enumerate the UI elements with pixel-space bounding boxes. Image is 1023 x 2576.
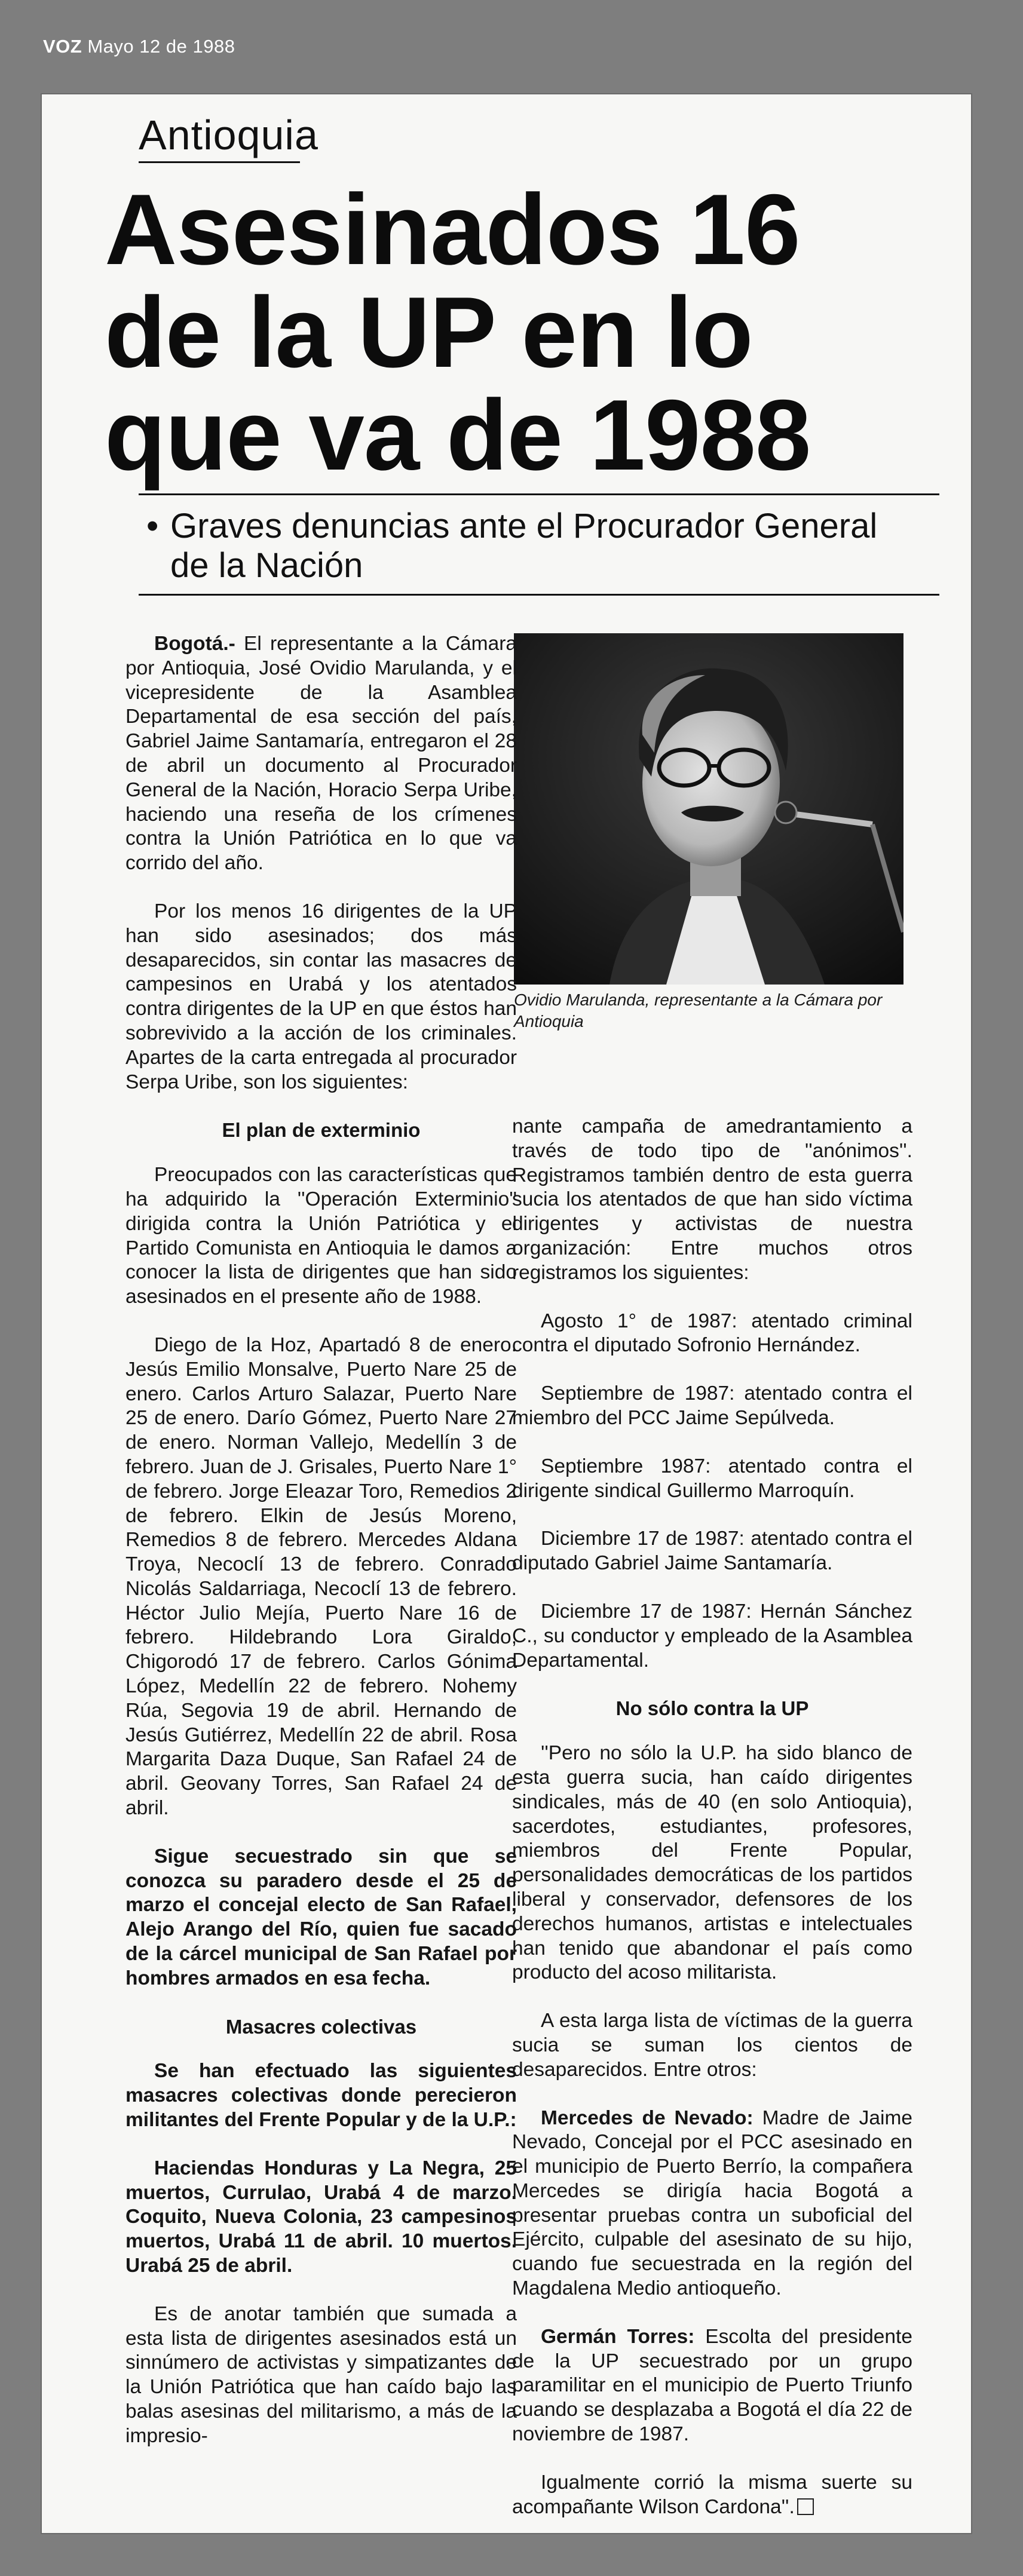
man-portrait-icon (514, 633, 903, 985)
paragraph: A esta larga lista de víctimas de la guerra sucia se suman los cientos de desaparecidos. Entre otros: (512, 2010, 912, 2081)
subheading: El plan de exterminio (222, 1119, 421, 1142)
paragraph: Septiembre de 1987: atentado contra el miembro del PCC Jaime Sepúlveda. (512, 1382, 912, 1429)
photo-caption: Ovidio Marulanda, representante a la Cámara por Antioquia (514, 990, 883, 1031)
paragraph: ''Pero no sólo la U.P. ha sido blanco de esta guerra sucia, han caído dirigentes sindicales, más de 40 (en solo Antioquia), sacerdotes, estudiantes, profesores, miembros del Frente Popular, personalidades democráticas de los partidos liberal y conservador, defensores de los derechos humanos, artistas e intelectuales han tenido que abandonar el país como producto del acoso militarista. (512, 1742, 912, 1984)
source-line (43, 36, 235, 57)
paragraph: Haciendas Honduras y La Negra, 25 muertos, Currulao, Urabá 4 de marzo. Coquito, Nueva Colonia, 23 campesinos muertos, Urabá 11 de abril. 10 muertos. Urabá 25 de abril. (125, 2157, 517, 2277)
subheading: Masacres colectivas (225, 2015, 417, 2038)
headline-line-3: que va de 1988 (105, 379, 811, 491)
portrait-photo (514, 633, 903, 985)
paragraph: Sigue secuestrado sin que se conozca su paradero desde el 25 de marzo el concejal electo de San Rafael, Alejo Arango del Río, quien fue sacado de la cárcel municipal de San Rafael por hombres armados en esa fecha. (125, 1845, 517, 1989)
paragraph: Se han efectuado las siguientes masacres colectivas donde perecieron militantes del Frente Popular y de la U.P.: (125, 2060, 517, 2132)
deck-rule-bottom (139, 594, 939, 596)
deck-rule-top (139, 493, 939, 495)
paragraph: Diciembre 17 de 1987: atentado contra el diputado Gabriel Jaime Santamaría. (512, 1528, 912, 1575)
paragraph: Diciembre 17 de 1987: Hernán Sánchez C., su conductor y empleado de la Asamblea Departamental. (512, 1600, 912, 1672)
publication-date: Mayo 12 de 1988 (87, 36, 235, 57)
paragraph: Germán Torres: Escolta del presidente de la UP secuestrado por un grupo paramilitar en el municipio de Puerto Triunfo cuando se desplazaba a Bogotá el día 22 de noviembre de 1987. (512, 2325, 912, 2446)
headline (105, 173, 811, 491)
article-column-1 (125, 632, 517, 2473)
name-lead: Germán Torres: (541, 2325, 695, 2348)
paragraph: Bogotá.- El representante a la Cámara por Antioquia, José Ovidio Marulanda, y el vicepresidente de la Asamblea Departamental de esa sección del país, Gabriel Jaime Santamaría, entregaron el 28 de abril un documento al Procurador General de la Nación, Horacio Serpa Uribe, haciendo una reseña de los crímenes contra la Unión Patriótica en lo que va corrido del año. (125, 633, 517, 875)
name-lead: Mercedes de Nevado: (541, 2106, 754, 2129)
end-mark-icon (797, 2498, 814, 2515)
deck-line-1: Graves denuncias ante el Procurador General (170, 507, 878, 545)
subheading: No sólo contra la UP (615, 1697, 809, 1720)
paragraph: Septiembre 1987: atentado contra el dirigente sindical Guillermo Marroquín. (512, 1455, 912, 1502)
bullet-icon: • (146, 507, 159, 545)
section-underline (139, 161, 300, 163)
paragraph: Diego de la Hoz, Apartadó 8 de enero. Jesús Emilio Monsalve, Puerto Nare 25 de enero. Carlos Arturo Salazar, Puerto Nare 25 de enero. Darío Gómez, Puerto Nare 27 de enero. Norman Vallejo, Medellín 3 de febrero. Juan de J. Grisales, Puerto Nare 1° de febrero. Jorge Eleazar Toro, Remedios 2 de febrero. Elkin de Jesús Moreno, Remedios 8 de febrero. Mercedes Aldana Troya, Necoclí 13 de febrero. Conrado Nicolás Saldarriaga, Necoclí 13 de febrero. Héctor Julio Mejía, Puerto Nare 16 de febrero. Hildebrando Lora Giraldo, Chigorodó 17 de febrero. Carlos Gónima López, Medellín 22 de febrero. Nohemy Rúa, Segovia 19 de abril. Hernando de Jesús Gutiérrez, Medellín 22 de abril. Rosa Margarita Daza Duque, San Rafael 24 de abril. Geovany Torres, San Rafael 24 de abril. (125, 1333, 517, 1820)
dateline: Bogotá.- (154, 633, 235, 655)
deck-line-2: de la Nación (170, 546, 363, 585)
section-label: Antioquia (139, 112, 318, 158)
deck (146, 507, 877, 585)
paragraph: Por los menos 16 dirigentes de la UP han sido asesinados; dos más desaparecidos, sin contar las masacres de campesinos en Urabá y los atentados contra dirigentes de la UP en que éstos han sobrevivido a la acción de los criminales. Apartes de la carta entregada al procurador Serpa Uribe, son los siguientes: (125, 900, 517, 1093)
headline-line-1: Asesinados 16 (105, 173, 800, 286)
paragraph: Preocupados con las características que ha adquirido la ''Operación Exterminio'' dirigida contra la Unión Patriótica y el Partido Comunista en Antioquia le damos a conocer la lista de dirigentes que han sido asesinados en el presente año de 1988. (125, 1164, 517, 1308)
headline-line-2: de la UP en lo (105, 276, 753, 388)
paragraph: nante campaña de amedrantamiento a través de todo tipo de ''anónimos''. Registramos también dentro de esta guerra sucia los atentados de que han sido víctima dirigentes y activistas de nuestra organización: Entre muchos otros registramos los siguientes: (512, 1115, 912, 1284)
paragraph: Agosto 1° de 1987: atentado criminal contra el diputado Sofronio Hernández. (512, 1310, 912, 1357)
newspaper-clipping (42, 94, 971, 2533)
newspaper-name: VOZ (43, 36, 82, 57)
paragraph: Es de anotar también que sumada a esta lista de dirigentes asesinados está un sinnúmero de activistas y simpatizantes de la Unión Patriótica que han caído bajo las balas asesinas del militarismo, a más de la impresio- (125, 2302, 517, 2447)
article-column-2 (512, 1115, 912, 2543)
paragraph: Igualmente corrió la misma suerte su acompañante Wilson Cardona''. (512, 2471, 912, 2518)
paragraph: Mercedes de Nevado: Madre de Jaime Nevado, Concejal por el PCC asesinado en el municipio de Puerto Berrío, la compañera Mercedes se dirigía hacia Bogotá a presentar pruebas contra un suboficial del Ejército, culpable del asesinato de su hijo, cuando fue secuestrada en la región del Magdalena Medio antioqueño. (512, 2106, 912, 2300)
